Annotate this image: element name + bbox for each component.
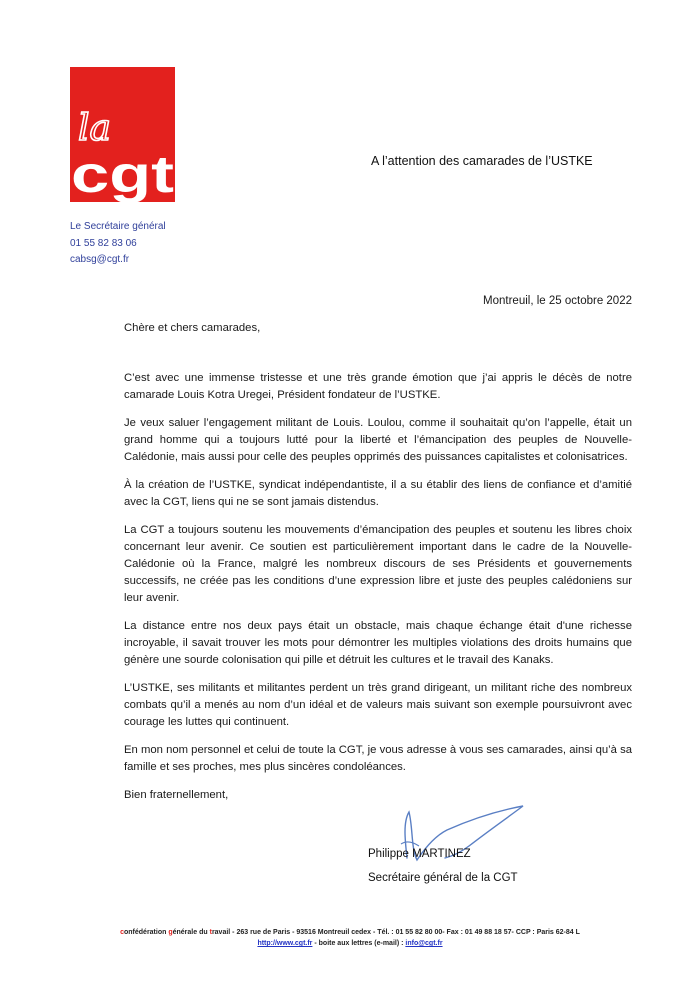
cgt-logo-mark (70, 67, 175, 202)
website-link[interactable]: http://www.cgt.fr (257, 940, 313, 947)
email-link[interactable]: info@cgt.fr (405, 940, 443, 947)
closing: Bien fraternellement, (124, 789, 229, 801)
paragraph: L’USTKE, ses militants et militantes perdent un très grand dirigeant, un militant riche des nombreux combats qu’il a menés au nom d’un idéal et de valeurs mais suivant son exemple poursuivront avec courage les luttes qui continuent. (124, 682, 632, 728)
signatory-title: Secrétaire général de la CGT (368, 872, 518, 884)
sender-email[interactable]: cabsg@cgt.fr (70, 254, 130, 265)
footer-initial-c: c (120, 929, 124, 936)
sender-block (70, 219, 166, 269)
logo-script-text: la (78, 108, 111, 149)
paragraph: À la création de l’USTKE, syndicat indépendantiste, il a su établir des liens de confiance et d’amitié avec la CGT, liens qui ne se sont jamais distendus. (124, 479, 632, 508)
cgt-logo (70, 67, 175, 202)
footer-org-part: ravail (211, 929, 231, 936)
paragraph: C’est avec une immense tristesse et une très grande émotion que j’ai appris le décès de notre camarade Louis Kotra Uregei, Président fondateur de l’USTKE. (124, 372, 632, 401)
paragraph: En mon nom personnel et celui de toute la CGT, je vous adresse à vous ses camarades, ainsi qu’à sa famille et ses proches, mes plus sincères condoléances. (124, 744, 633, 773)
footer-initial-t: t (209, 929, 212, 936)
paragraph: La distance entre nos deux pays était un obstacle, mais chaque échange était d'une richesse incroyable, il savait trouver les mots pour démontrer les multiples violations des droits humains que génère une sourde colonisation qui pille et détruit les cultures et le travail des Kanaks. (124, 620, 632, 666)
place-date: Montreuil, le 25 octobre 2022 (483, 295, 632, 307)
letterhead-footer (0, 927, 700, 949)
paragraph: La CGT a toujours soutenu les mouvements d’émancipation des peuples et soutenu les libres choix concernant leur avenir. Ce soutien est particulièrement important dans le cadre de la Nouvelle-Calédonie où la France, malgré les nombreux discours de ses Présidents et gouvernements successifs, ne créée pas les conditions d’une expression libre et juste des peuples calédoniens sur leur avenir. (124, 524, 632, 604)
greeting: Chère et chers camarades, (124, 322, 261, 334)
footer-address-line (0, 927, 700, 938)
paragraph: Je veux saluer l’engagement militant de Louis. Loulou, comme il souhaitait qu’on l’appelle, était un grand homme qui a toujours lutté pour la liberté et l’émancipation des peuples de Nouvelle-Calédonie, mais aussi pour celle des peuples opprimés des puissances capitalistes et colonisatrices. (124, 417, 632, 463)
footer-address: - 263 rue de Paris - 93516 Montreuil cedex - Tél. : 01 55 82 80 00- Fax : 01 49 88 18 57- CCP : Paris 62-84 L (230, 929, 580, 936)
footer-org-part: énérale du (172, 929, 210, 936)
addressee-line: A l’attention des camarades de l’USTKE (371, 154, 593, 168)
signatory-name: Philippe MARTINEZ (368, 848, 471, 860)
sender-phone: 01 55 82 83 06 (70, 237, 137, 249)
letter-body (124, 320, 632, 815)
footer-org-part: onfédération (124, 929, 169, 936)
footer-mail-label: - boite aux lettres (e-mail) : (312, 940, 406, 947)
footer-initial-g: g (168, 929, 173, 936)
sender-title: Le Secrétaire général (70, 221, 166, 232)
footer-links-line (0, 938, 700, 949)
logo-main-text: cgt (71, 146, 174, 202)
